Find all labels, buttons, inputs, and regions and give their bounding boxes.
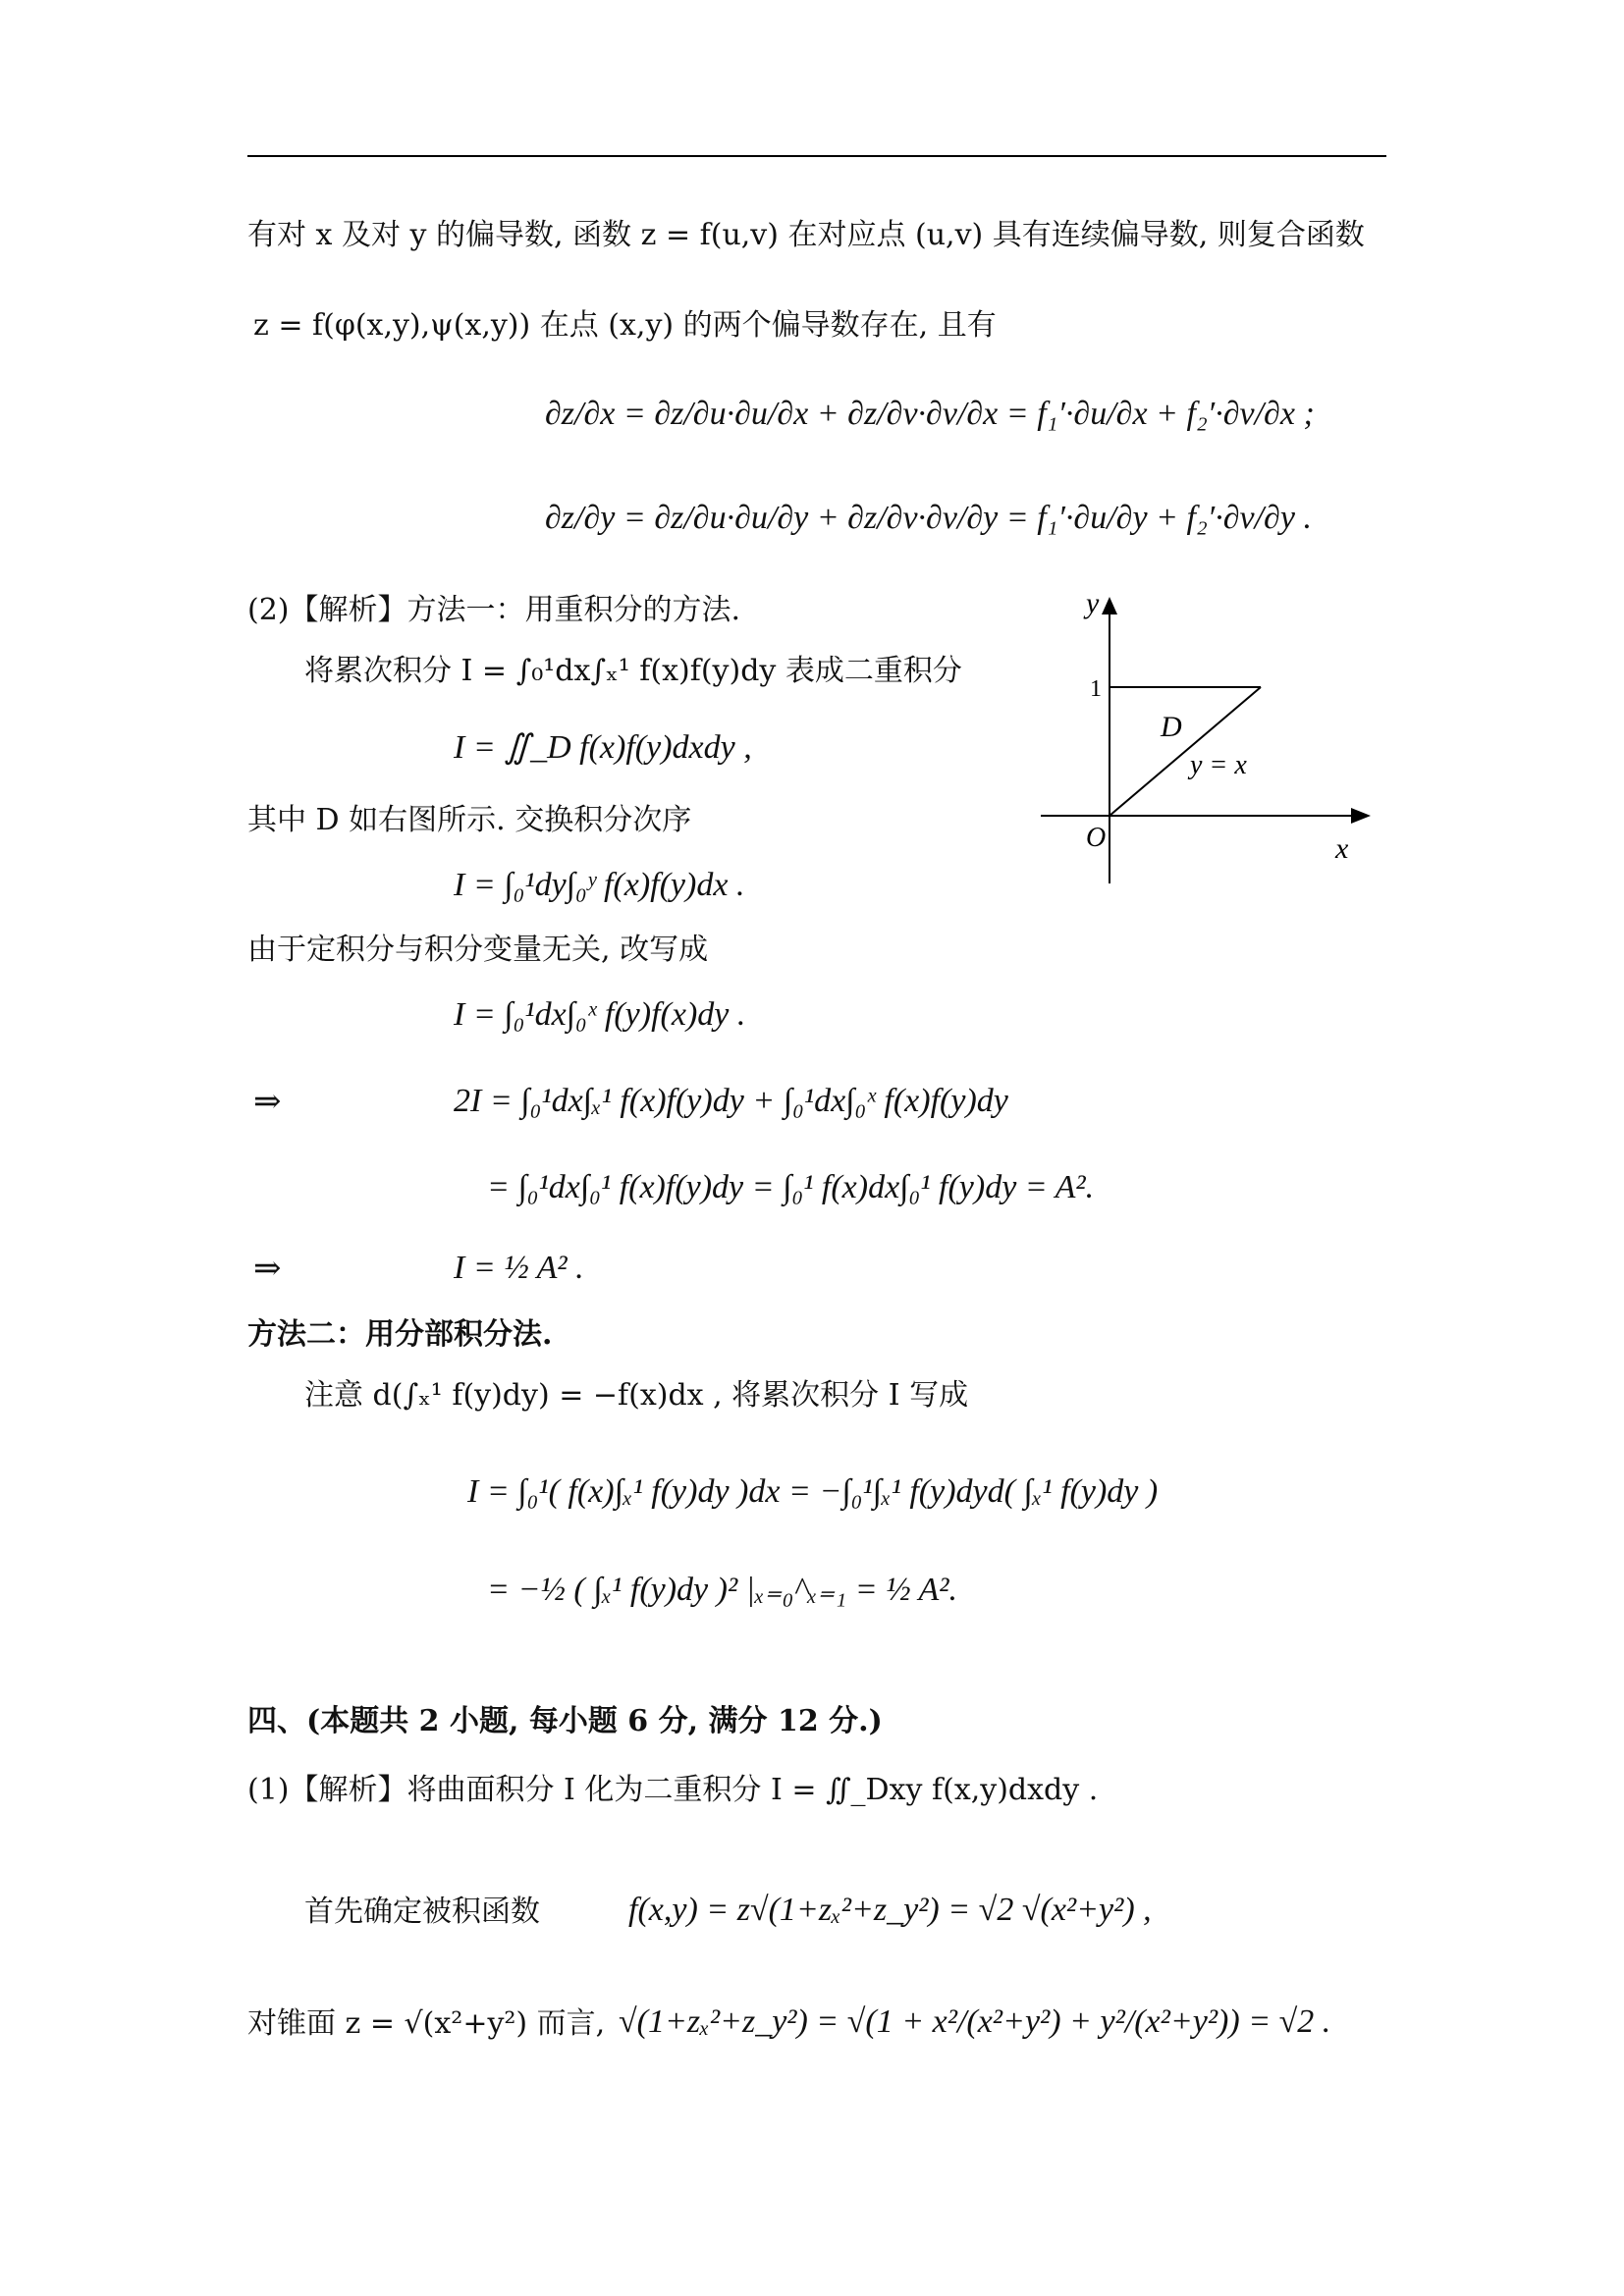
text-line-2: z = f(φ(x,y),ψ(x,y)) 在点 (x,y) 的两个偏导数存在, 且有 <box>253 308 997 343</box>
origin-label: O <box>1086 823 1107 853</box>
equation-parts-2: = −½ ( ∫ₓ¹ f(y)dy )² |ₓ₌₀^ₓ₌₁ = ½ A². <box>487 1572 958 1608</box>
section-2-heading: (2)【解析】方法一：用重积分的方法. <box>247 593 741 627</box>
y-axis-label: y <box>1086 589 1100 619</box>
equation-2I-result: = ∫₀¹dx∫₀¹ f(x)f(y)dy = ∫₀¹ f(x)dx∫₀¹ f(y)dy = A². <box>487 1169 1095 1205</box>
method1-line-2: 其中 D 如右图所示. 交换积分次序 <box>247 803 692 837</box>
y-axis-arrow <box>1102 597 1117 614</box>
section-4-line-2a: 首先确定被积函数 <box>304 1895 540 1929</box>
method2-heading: 方法二：用分部积分法. <box>247 1317 553 1352</box>
equation-swap-order: I = ∫₀¹dy∫₀ʸ f(x)f(y)dx . <box>454 867 745 903</box>
method2-line-1: 注意 d(∫ₓ¹ f(y)dy) = −f(x)dx , 将累次积分 I 写成 <box>304 1378 969 1413</box>
text-line-1: 有对 x 及对 y 的偏导数, 函数 z = f(u,v) 在对应点 (u,v) 具有连续偏导数, 则复合函数 <box>247 218 1365 252</box>
equation-integrand: f(x,y) = z√(1+zₓ²+z_y²) = √2 √(x²+y²) , <box>628 1892 1152 1928</box>
equation-double-integral: I = ∬_D f(x)f(y)dxdy , <box>454 729 752 766</box>
implies-arrow-2: ⇒ <box>253 1249 282 1288</box>
equation-partial-x: ∂z/∂x = ∂z/∂u·∂u/∂x + ∂z/∂v·∂v/∂x = f₁′·∂u/∂x + f₂′·∂v/∂x ; <box>545 396 1315 432</box>
header-rule <box>247 155 1386 157</box>
x-axis-arrow <box>1351 808 1371 824</box>
tick-label-1: 1 <box>1090 676 1102 702</box>
equation-partial-y: ∂z/∂y = ∂z/∂u·∂u/∂y + ∂z/∂v·∂v/∂y = f₁′·∂u/∂y + f₂′·∂v/∂y . <box>545 500 1312 536</box>
equation-2I: 2I = ∫₀¹dx∫ₓ¹ f(x)f(y)dy + ∫₀¹dx∫₀ˣ f(x)f(y)dy <box>454 1083 1008 1119</box>
equation-I-result: I = ½ A² . <box>454 1250 584 1286</box>
implies-arrow-1: ⇒ <box>253 1082 282 1121</box>
method1-line-3: 由于定积分与积分变量无关, 改写成 <box>247 933 709 967</box>
line-equation-label: y = x <box>1190 750 1247 780</box>
section-4-line-1: (1)【解析】将曲面积分 I 化为二重积分 I = ∬_Dxy f(x,y)dxdy . <box>247 1773 1099 1807</box>
x-axis-label: x <box>1335 832 1349 865</box>
equation-cone-factor: √(1+zₓ²+z_y²) = √(1 + x²/(x²+y²) + y²/(x²+y²)) = √2 . <box>619 2003 1331 2040</box>
region-figure <box>1021 589 1375 883</box>
region-D-label: D <box>1161 711 1182 743</box>
equation-rewrite: I = ∫₀¹dx∫₀ˣ f(y)f(x)dy . <box>454 996 746 1033</box>
equation-parts-1: I = ∫₀¹( f(x)∫ₓ¹ f(y)dy )dx = −∫₀¹∫ₓ¹ f(y)dyd( ∫ₓ¹ f(y)dy ) <box>467 1473 1159 1510</box>
method1-line-1: 将累次积分 I = ∫₀¹dx∫ₓ¹ f(x)f(y)dy 表成二重积分 <box>304 654 962 688</box>
section-4-line-3a: 对锥面 z = √(x²+y²) 而言, <box>247 2006 606 2041</box>
section-4-heading: 四、(本题共 2 小题, 每小题 6 分, 满分 12 分.) <box>247 1704 883 1738</box>
